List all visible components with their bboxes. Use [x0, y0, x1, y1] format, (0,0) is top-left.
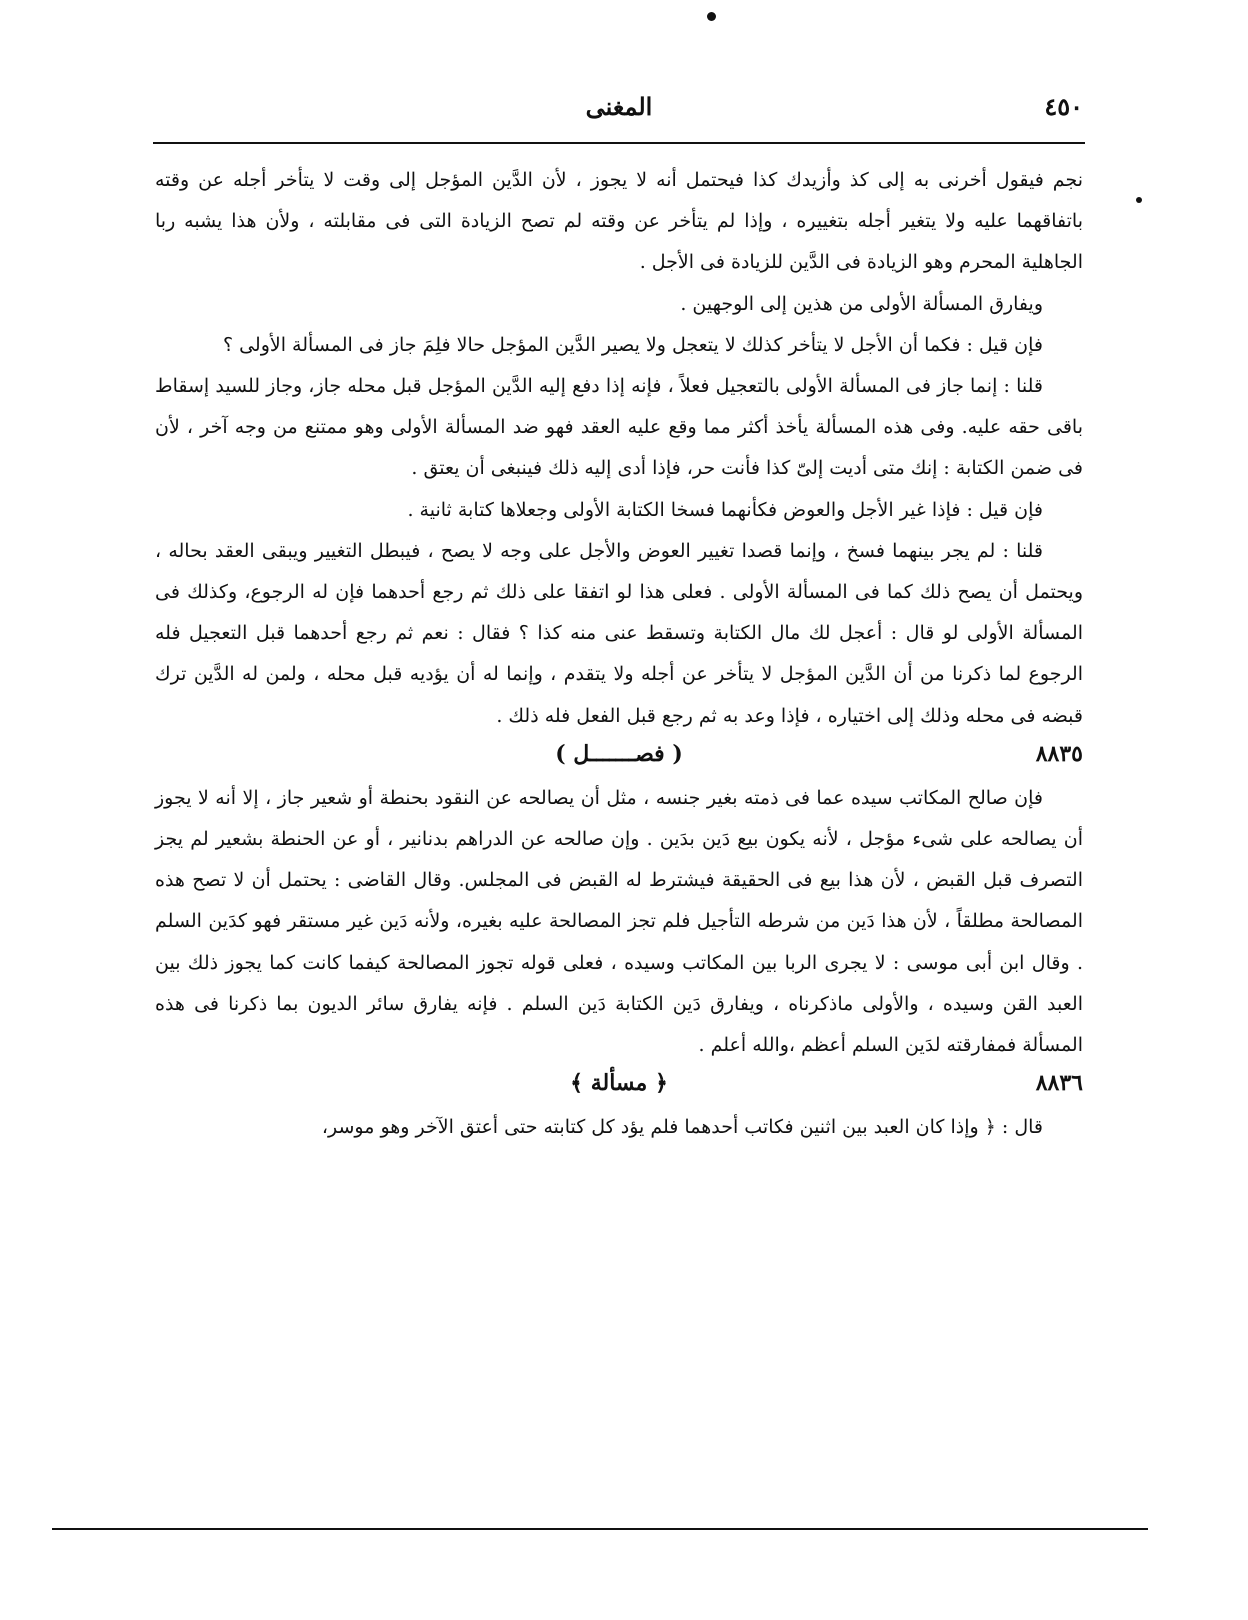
footer-rule — [52, 1528, 1148, 1530]
section-title: ( فصـــــــل ) — [555, 740, 683, 767]
paragraph-4: قلنا : إنما جاز فى المسألة الأولى بالتعجيل فعلاً ، فإنه إذا دفع إليه الدَّين المؤجل قبل محله جاز، وجاز للسيد إسقاط باقى حقه عليه. وفى هذه المسألة يأخذ أكثر مما وقع عليه العقد فهو ضد المسألة الأولى وهو ممتنع من وجه آخر ، لأن فى ضمن الكتابة : إنك متى أديت إلىّ كذا فأنت حر، فإذا أدى إليه ذلك فينبغى أن يعتق . — [155, 375, 1083, 480]
section-heading-masala — [155, 1066, 1083, 1107]
paragraph-2: ويفارق المسألة الأولى من هذين إلى الوجهين . — [680, 292, 1043, 315]
paragraph-6: قلنا : لم يجر بينهما فسخ ، وإنما قصدا تغيير العوض والأجل على وجه لا يصح ، فيبطل التغيير ويبقى العقد بحاله ، ويحتمل أن يصح ذلك كما فى المسألة الأولى . فعلى هذا لو اتفقا على ذلك ثم رجع أحدهما فإن له الرجوع، وكذلك فى المسألة الأولى لو قال : أعجل لك مال الكتابة وتسقط عنى منه كذا ؟ فقال : نعم ثم رجع أحدهما قبل التعجيل فله الرجوع لما ذكرنا من أن الدَّين المؤجل لا يتأخر عن أجله ولا يتقدم ، وإنما له أن يؤديه قبل محله ، ولمن له الدَّين ترك قبضه فى محله وذلك إلى اختياره ، فإذا وعد به ثم رجع قبل الفعل فله ذلك . — [155, 539, 1083, 727]
margin-mark-dot — [1136, 197, 1142, 203]
paragraph-3: فإن قيل : فكما أن الأجل لا يتأخر كذلك لا يتعجل ولا يصير الدَّين المؤجل حالا فلِمَ جاز فى المسألة الأولى ؟ — [222, 333, 1043, 356]
paragraph-7: فإن صالح المكاتب سيده عما فى ذمته بغير جنسه ، مثل أن يصالحه عن النقود بحنطة أو شعير جاز ، إلا أنه لا يجوز أن يصالحه على شىء مؤجل ، لأنه يكون بيع دَين بدَين . وإن صالحه عن الدراهم بدنانير ، أو عن الحنطة بشعير لم يجز التصرف قبل القبض ، لأن هذا بيع فى الحقيقة فيشترط له القبض فى المجلس. وقال القاضى : يحتمل أن لا تصح هذه المصالحة مطلقاً ، لأن هذا دَين من شرطه التأجيل فلم تجز المصالحة عليه بغيره، ولأنه دَين غير مستقر فهو كدَين السلم . وقال ابن أبى موسى : لا يجرى الربا بين المكاتب وسيده ، فعلى قوله تجوز المصالحة كيفما كانت كما يجوز ذلك بين العبد القن وسيده ، والأولى ماذكرناه ، ويفارق دَين الكتابة دَين السلم . فإنه يفارق سائر الديون بما ذكرنا فى هذه المسألة فمفارقته لدَين السلم أعظم ،والله أعلم . — [155, 786, 1083, 1057]
page-header — [155, 92, 1083, 132]
section-number: ٨٨٣٥ — [1035, 740, 1083, 767]
section-heading-fasl — [155, 737, 1083, 778]
paragraph-1: نجم فيقول أخرنى به إلى كذ وأزيدك كذا فيحتمل أنه لا يجوز ، لأن الدَّين المؤجل إلى وقت لا يتأخر أجله عن وقته باتفاقهما عليه ولا يتغير أجله بتغييره ، وإذا لم يتأخر عن وقته لم تصح الزيادة التى فى مقابلته ، ولأن هذا يشبه ربا الجاهلية المحرم وهو الزيادة فى الدَّين للزيادة فى الأجل . — [155, 169, 1083, 274]
section-number: ٨٨٣٦ — [1035, 1070, 1083, 1097]
page-mark-dot — [707, 12, 716, 21]
paragraph-5: فإن قيل : فإذا غير الأجل والعوض فكأنهما فسخا الكتابة الأولى وجعلاها كتابة ثانية . — [407, 498, 1043, 521]
book-title: المغنى — [585, 92, 653, 121]
section-title: ﴿ مسألة ﴾ — [570, 1070, 668, 1097]
body-text — [155, 160, 1083, 1148]
header-rule — [153, 142, 1085, 144]
paragraph-8: قال : ﴿ وإذا كان العبد بين اثنين فكاتب أحدهما فلم يؤد كل كتابته حتى أعتق الآخر وهو موسر، — [321, 1116, 1043, 1139]
page-number: ٤٥٠ — [1044, 92, 1083, 121]
